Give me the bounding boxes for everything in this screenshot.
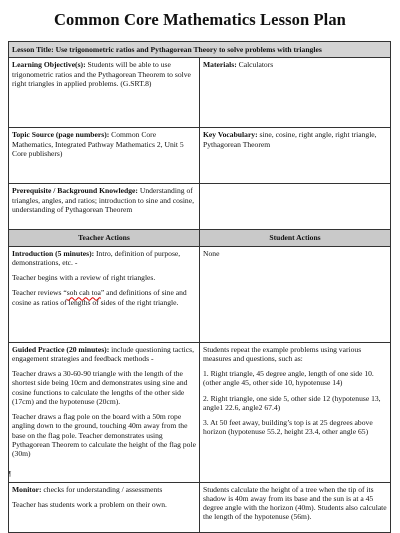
introduction-paragraph-1: Teacher begins with a review of right triangles. — [12, 273, 156, 282]
prerequisite-cell — [9, 184, 200, 230]
lesson-plan-table — [8, 41, 391, 533]
prerequisite-empty-cell — [200, 184, 391, 230]
lesson-title-row — [9, 42, 391, 58]
introduction-paragraph-2 — [12, 288, 196, 307]
prerequisite-label: Prerequisite / Background Knowledge: — [12, 186, 138, 196]
document-title: Common Core Mathematics Lesson Plan — [54, 10, 346, 29]
guided-practice-text: include questioning tactics, engagement strategies and feedback methods - — [12, 344, 195, 363]
guided-practice-label: Guided Practice (20 minutes): — [12, 344, 110, 354]
learning-objectives-text: Students will be able to use trigonometric ratios and the Pythagorean Theorem to solve right triangles in applied problems. (G.SRT.8) — [12, 60, 191, 88]
materials-label: Materials: — [203, 60, 237, 70]
monitor-row — [9, 482, 391, 532]
topic-source-text: Common Core Mathematics, Integrated Pathway Mathematics 2, Unit 5 Core publishers) — [12, 130, 184, 158]
guided-practice-row — [9, 342, 391, 482]
learning-objectives-cell — [9, 58, 200, 128]
prerequisite-row — [9, 184, 391, 230]
monitor-label: Monitor: — [12, 484, 42, 494]
monitor-student-cell: Students calculate the height of a tree when the tip of its shadow is 40m away from its base and the sun is at a 45 degree angle with the horizon (40m). Students also calculate the length of the hypotenuse (56m). — [200, 482, 391, 532]
lesson-title: Lesson Title: Use trigonometric ratios and Pythagorean Theory to solve problems with triangles — [9, 42, 391, 58]
introduction-row — [9, 246, 391, 342]
introduction-label: Introduction (5 minutes): — [12, 248, 95, 258]
guided-practice-student-cell — [200, 342, 391, 482]
guided-practice-student-item-3: 3. At 50 feet away, building’s top is at 25 degrees above horizon (hypotenuse 55.2, height 23.4, other angle 65) — [203, 418, 373, 437]
guided-practice-student-item-1: 1. Right triangle, 45 degree angle, length of one side 10. (other angle 45, other side 10, hypotenuse 14) — [203, 369, 374, 388]
guided-practice-teacher-cell — [9, 342, 200, 482]
guided-practice-student-item-2: 2. Right triangle, one side 5, other side 12 (hypotenuse 13, angle1 22.6, angle2 67.4) — [203, 393, 381, 412]
guided-practice-student-intro: Students repeat the example problems using various measures and questions, such as: — [203, 344, 362, 363]
guided-practice-paragraph-1: Teacher draws a 30-60-90 triangle with the length of the shortest side being 10cm and demonstrates using sine and cosine functions to calculate the lengths of the other side (17cm) and the hypotenuse (20cm). — [12, 369, 188, 406]
paragraph-mark: ¶ — [8, 470, 12, 478]
learning-objectives-label: Learning Objective(s): — [12, 60, 86, 70]
introduction-teacher-cell — [9, 246, 200, 342]
introduction-p2-start: Teacher reviews “ — [12, 288, 67, 298]
monitor-text: checks for understanding / assessments — [41, 484, 163, 494]
introduction-p2-end: ” and definitions of sine and cosine as ratios of lengths of sides of the right triangle. — [12, 288, 187, 307]
guided-practice-paragraph-2: Teacher draws a flag pole on the board with a 50m rope angling down to the ground, touching 40m away from the base on the flag pole. Teacher demonstrates using Pythagorean Theorem to calculate the height of the flag pole (30m) — [12, 412, 196, 458]
materials-text: Calculators — [236, 60, 274, 70]
actions-header-row — [9, 230, 391, 246]
materials-cell — [200, 58, 391, 128]
introduction-text: Intro, definition of purpose, demonstrations, etc. - — [12, 248, 181, 267]
soh-cah-toa-text: soh cah toa — [66, 288, 101, 298]
topic-source-label: Topic Source (page numbers): — [12, 130, 110, 140]
key-vocabulary-cell — [200, 128, 391, 184]
topic-row — [9, 128, 391, 184]
monitor-paragraph-1: Teacher has students work a problem on their own. — [12, 499, 167, 509]
topic-source-cell — [9, 128, 200, 184]
introduction-student-cell: None — [200, 246, 391, 342]
key-vocabulary-text: sine, cosine, right angle, right triangle, Pythagorean Theorem — [203, 130, 377, 149]
monitor-teacher-cell — [9, 482, 200, 532]
key-vocabulary-label: Key Vocabulary: — [203, 130, 258, 140]
teacher-actions-header: Teacher Actions — [9, 230, 200, 246]
prerequisite-text: Understanding of triangles, angles, and ratios; introduction to sine and cosine, understanding of Pythagorean Theorem — [12, 186, 194, 214]
student-actions-header: Student Actions — [200, 230, 391, 246]
objectives-row — [9, 58, 391, 128]
